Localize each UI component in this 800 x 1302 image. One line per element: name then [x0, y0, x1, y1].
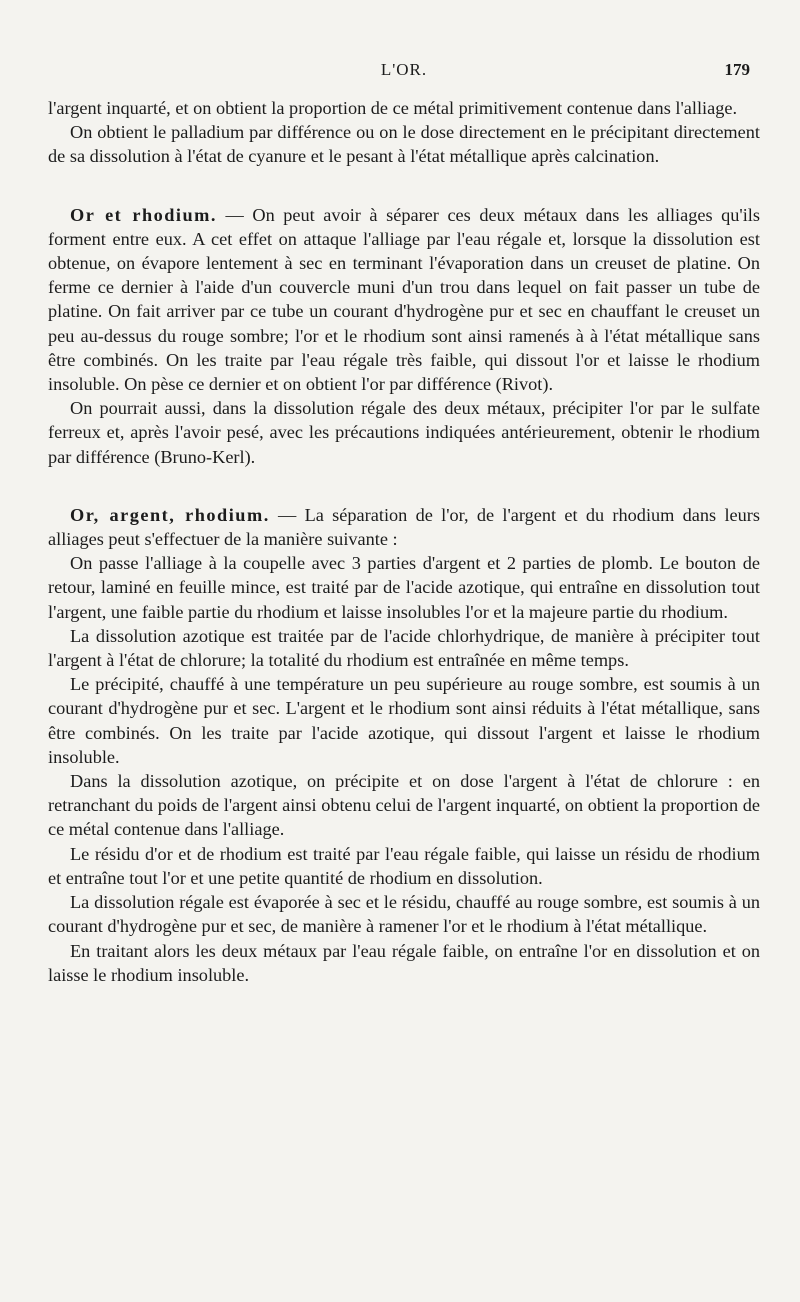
section-heading-or-argent-rhodium: Or, argent, rhodium. [70, 504, 270, 525]
running-title: L'OR. [380, 60, 428, 79]
paragraph-or-argent-rhodium-intro [48, 503, 760, 551]
section-or-argent-rhodium [48, 503, 760, 987]
paragraph-bruno-kerl: On pourrait aussi, dans la dissolution régale des deux métaux, précipiter l'or par le sulfate ferreux et, après l'avoir pesé, avec les précautions indiquées antérieurement, obtenir le rhodium par différence (Bruno-Kerl). [48, 398, 760, 467]
paragraph-continued: l'argent inquarté, et on obtient la proportion de ce métal primitivement contenue dans l'alliage. [48, 98, 738, 118]
paragraph-text: — On peut avoir à séparer ces deux métaux dans les alliages qu'ils forment entre eux. A cet effet on attaque l'alliage par l'eau régale et, lorsque la dissolution est obtenue, on évapore lentement à sec en terminant l'évaporation dans un creuset de platine. On ferme ce dernier à l'aide d'un couvercle muni d'un trou dans lequel on fait passer un tube de platine. On fait arriver par ce tube un courant d'hydrogène pur et sec en chauffant le creuset un peu au-dessus du rouge sombre; l'or et le rhodium sont ainsi ramenés à à l'état métallique sans être combinés. On les traite par l'eau régale très faible, qui dissout l'or et laisse le rhodium insoluble. On pèse ce dernier et on obtient l'or par différence (Rivot). [48, 204, 760, 395]
section-heading-or-rhodium: Or et rhodium. [70, 204, 217, 225]
paragraph-residu: Le résidu d'or et de rhodium est traité par l'eau régale faible, qui laisse un résidu de rhodium et entraîne tout l'or et une petite quantité de rhodium en dissolution. [48, 843, 760, 888]
paragraph-evaporation: La dissolution régale est évaporée à sec et le résidu, chauffé au rouge sombre, est soumis à un courant d'hydrogène pur et sec, de manière à ramener l'or et le rhodium à l'état métallique. [48, 892, 760, 937]
paragraph-or-rhodium-intro [48, 203, 760, 397]
page-number: 179 [724, 60, 750, 79]
paragraph-coupelle: On passe l'alliage à la coupelle avec 3 parties d'argent et 2 parties de plomb. Le bouton de retour, laminé en feuille mince, est traité par de l'acide azotique, qui entraîne en dissolution tout l'argent, une faible partie du rhodium et laisse insolubles l'or et la majeure partie du rhodium. [48, 553, 760, 622]
paragraph-palladium: On obtient le palladium par différence ou on le dose directement en le précipitant directement de sa dissolution à l'état de cyanure et le pesant à l'état métallique après calcination. [48, 122, 760, 167]
running-head [48, 60, 760, 84]
section-or-rhodium [48, 203, 760, 469]
body-text [48, 96, 760, 987]
paragraph-precipite: Le précipité, chauffé à une température un peu supérieure au rouge sombre, est soumis à un courant d'hydrogène pur et sec. L'argent et le rhodium sont ainsi réduits à l'état métallique, sans être combinés. On les traite par l'acide azotique, qui dissout l'argent et laisse le rhodium insoluble. [48, 674, 760, 767]
paragraph-conclusion: En traitant alors les deux métaux par l'eau régale faible, on entraîne l'or en dissolution et on laisse le rhodium insoluble. [48, 940, 760, 985]
paragraph-chlorure: La dissolution azotique est traitée par de l'acide chlorhydrique, de manière à précipiter tout l'argent à l'état de chlorure; la totalité du rhodium est entraînée en même temps. [48, 625, 760, 671]
paragraph-dosage-argent: Dans la dissolution azotique, on précipite et on dose l'argent à l'état de chlorure : en retranchant du poids de l'argent ainsi obtenu celui de l'argent inquarté, on obtient la proportion de ce métal contenue dans l'alliage. [48, 771, 760, 840]
paragraph-text: — La séparation de l'or, de l'argent et du rhodium dans leurs alliages peut s'effectuer de la manière suivante : [48, 504, 760, 550]
